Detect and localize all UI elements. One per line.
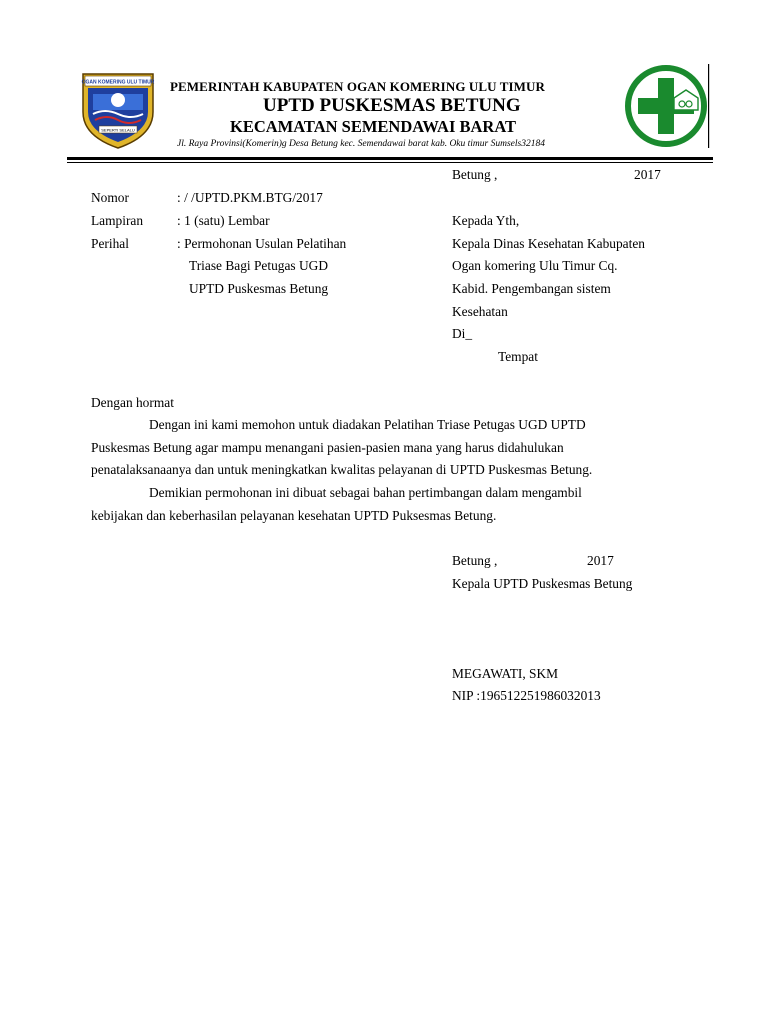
signature-date-place: Betung , — [452, 553, 498, 568]
perihal-continuation-line: Triase Bagi Petugas UGD — [189, 258, 328, 273]
letter-date-year: 2017 — [634, 167, 661, 182]
okut-regency-logo — [79, 70, 157, 150]
meta-value-perihal: : Permohonan Usulan Pelatihan — [177, 236, 347, 251]
signature-date-year: 2017 — [587, 553, 614, 568]
svg-text:OGAN KOMERING ULU TIMUR: OGAN KOMERING ULU TIMUR — [81, 79, 155, 86]
meta-label-nomor: Nomor — [91, 190, 129, 205]
letter-date-place: Betung , — [452, 167, 498, 182]
kop-divider-thick — [67, 157, 713, 160]
perihal-continuation-line: UPTD Puskesmas Betung — [189, 281, 329, 296]
recipient-place: Tempat — [498, 349, 538, 364]
kop-government-line: PEMERINTAH KABUPATEN OGAN KOMERING ULU TIMUR — [170, 79, 546, 94]
kop-district-name: KECAMATAN SEMENDAWAI BARAT — [230, 117, 517, 136]
body-line: Demikian permohonan ini dibuat sebagai bahan pertimbangan dalam mengambil — [149, 485, 582, 500]
recipient-line: Kesehatan — [452, 304, 508, 319]
body-line: Dengan ini kami memohon untuk diadakan Pelatihan Triase Petugas UGD UPTD — [149, 417, 586, 432]
signature-title: Kepala UPTD Puskesmas Betung — [452, 576, 633, 591]
kop-institution-name: UPTD PUSKESMAS BETUNG — [263, 95, 521, 116]
kop-divider-thin — [67, 162, 713, 163]
meta-value-lampiran: : 1 (satu) Lembar — [177, 213, 270, 228]
svg-text:SEPERTI SELALU: SEPERTI SELALU — [101, 127, 135, 133]
recipient-line: Ogan komering Ulu Timur Cq. — [452, 258, 618, 273]
kop-address: Jl. Raya Provinsi(Komerin)g Desa Betung kec. Semendawai barat kab. Oku timur Sumsels32184 — [177, 139, 545, 149]
signatory-name: MEGAWATI, SKM — [452, 666, 559, 681]
body-line: kebijakan dan keberhasilan pelayanan kesehatan UPTD Puksesmas Betung. — [91, 508, 497, 523]
meta-label-lampiran: Lampiran — [91, 213, 144, 228]
body-line: penatalaksanaanya dan untuk meningkatkan kwalitas pelayanan di UPTD Puskesmas Betung. — [91, 462, 593, 477]
recipient-line: Kepala Dinas Kesehatan Kabupaten — [452, 236, 645, 251]
recipient-line: Kabid. Pengembangan sistem — [452, 281, 611, 296]
meta-value-nomor: : / /UPTD.PKM.BTG/2017 — [177, 190, 323, 205]
salutation: Dengan hormat — [91, 395, 174, 410]
meta-label-perihal: Perihal — [91, 236, 129, 251]
signatory-nip: NIP :196512251986032013 — [452, 688, 601, 703]
recipient-line: Di_ — [452, 326, 473, 341]
body-line: Puskesmas Betung agar mampu menangani pasien-pasien mana yang harus didahulukan — [91, 440, 564, 455]
recipient-line: Kepada Yth, — [452, 213, 520, 228]
puskesmas-cross-logo-icon — [624, 64, 714, 148]
